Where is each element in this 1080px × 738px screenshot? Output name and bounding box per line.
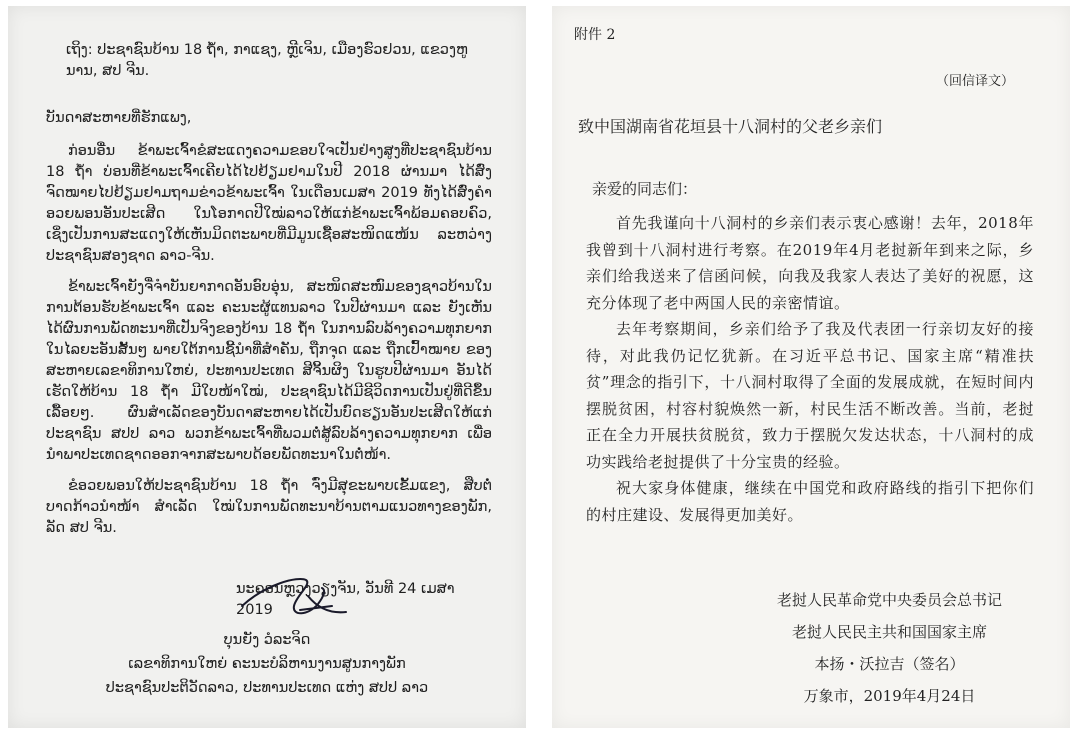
- signer-name: ບຸນຍັງ ວໍລະຈິດ: [223, 632, 311, 648]
- signer-title-2: ປະຊາຊົນປະຕິວັດລາວ, ປະທານປະເທດ ແຫ່ງ ສປປ ລາວ: [105, 680, 429, 696]
- letter-title: 致中国湖南省花垣县十八洞村的父老乡亲们: [578, 117, 883, 136]
- letter-paragraph-2: 去年考察期间，乡亲们给予了我及代表团一行亲切友好的接待，对此我仍记忆犹新。在习近平总书记、国家主席“精准扶贫”理念的指引下，十八洞村取得了全面的发展成就，在短时间内摆脱贫困，村容村貌焕然一新，村民生活不断改善。当前，老挝正在全力开展扶贫脱贫，致力于摆脱欠发达状态，十八洞村的成功实践给老挝提供了十分宝贵的经验。: [586, 320, 1034, 471]
- sign-date: 万象市，2019年4月24日: [803, 687, 976, 705]
- letter-address: ເຖິງ: ປະຊາຊົນບ້ານ 18 ຖໍ້າ, ກາແຊງ, ຫຼີເຈິນ, ເມືອງຮົວຢວນ, ແຂວງຫູນານ, ສປ ຈີນ.: [66, 42, 468, 79]
- signer-lines: [8, 628, 526, 700]
- letter-paragraph-1: 首先我谨向十八洞村的乡亲们表示衷心感谢！去年，2018年我曾到十八洞村进行考察。在2019年4月老挝新年到来之际，乡亲们给我送来了信函问候，向我及我家人表达了美好的祝愿，这充分体现了老中两国人民的亲密情谊。: [586, 214, 1034, 312]
- chinese-translation-page: [552, 6, 1070, 728]
- signature-block: [777, 584, 1002, 712]
- sign-name: 本扬・沃拉吉（签名）: [814, 655, 965, 673]
- letter-date-line: ນະຄອນຫຼວງວຽງຈັນ, ວັນທີ 24 ເມສາ 2019: [236, 581, 455, 618]
- letter-paragraph-3: ຂໍອວຍພອນໃຫ້ປະຊາຊົນບ້ານ 18 ຖໍ້າ ຈົ່ງມີສຸຂະພາບເຂັ້ມແຂງ, ສືບຕໍ່ບາດກ້າວນຳໜ້າ ສຳເລັດ ໃໝ່ໃນການພັດທະນາບ້ານຕາມແນວທາງຂອງພັກ, ລັດ ສປ ຈີນ.: [46, 478, 492, 536]
- signer-title-1: ເລຂາທິການໃຫຍ່ ຄະນະບໍລິຫານງານສູນກາງພັກ: [128, 656, 406, 672]
- letter-paragraph-2: ຂ້າພະເຈົ້າຍັງຈື່ຈຳບັນຍາກາດອັນອົບອຸ່ນ, ສະໜິດສະໜົມຂອງຊາວບ້ານໃນການຕ້ອນຮັບຂ້າພະເຈົ້າ ແລະ ຄະນະຜູ້ແທນລາວ ໃນປີຜ່ານມາ ແລະ ຍັງເຫັນໄດ້ຜົນການພັດທະນາທີ່ເປັນຈິງຂອງບ້ານ 18 ຖໍ້າ ໃນການລົບລ້າງຄວາມທຸກຍາກໃນໄລຍະອັນສັ້ນໆ ພາຍໃຕ້ການຊີ້ນຳທີ່ສຳຄັນ, ຖືກຈຸດ ແລະ ຖືກເປົ້າໝາຍ ຂອງ ສະຫາຍເລຂາທິການໃຫຍ່, ປະທານປະເທດ ສີຈິ້ນຜິງ ໃນຮູບປີຜ່ານມາ ອັນໄດ້ເຮັດໃຫ້ບ້ານ 18 ຖໍ້າ ມີໃບໜ້າໃໝ່, ປະຊາຊົນໄດ້ມີຊີວິດການເປັນຢູ່ທີ່ດີຂຶ້ນເລື້ອຍໆ. ຜົນສຳເລັດຂອງບັນດາສະຫາຍໄດ້ເປັນບົດຮຽນອັນປະເສີດໃຫ້ແກ່ປະຊາຊົນ ສປປ ລາວ ພວກຂ້າພະເຈົ້າທີ່ພວມຕໍ່ສູ້ລົບລ້າງຄວາມທຸກຍາກ ເພື່ອນຳພາປະເທດຊາດອອກຈາກສະພາບດ້ອຍພັດທະນາໃນຕໍ່ໜ້າ.: [46, 279, 492, 463]
- translation-tag: （回信译文）: [935, 74, 1014, 89]
- letter-greeting: 亲爱的同志们：: [592, 180, 698, 198]
- lao-letter-page: [8, 6, 526, 728]
- sign-title-2: 老挝人民民主共和国国家主席: [791, 623, 987, 641]
- letter-paragraph-1: ກ່ອນອື່ນ ຂ້າພະເຈົ້າຂໍສະແດງຄວາມຂອບໃຈເປັນຢ່າງສູງທີ່ປະຊາຊົນບ້ານ 18 ຖໍ້າ ບ່ອນທີ່ຂ້າພະເຈົ້າເຄີຍໄດ້ໄປຢ້ຽມຢາມໃນປີ 2018 ຜ່ານມາ ໄດ້ສົ່ງຈົດໝາຍໄປຢ້ຽມຢາມຖາມຂ່າວຂ້າພະເຈົ້າ ໃນເດືອນເມສາ 2019 ທັງໄດ້ສົ່ງຄຳອວຍພອນອັນປະເສີດ ໃນໂອກາດປີໃໝ່ລາວໃຫ້ແກ່ຂ້າພະເຈົ້າພ້ອມຄອບຄົວ, ເຊິ່ງເປັນການສະແດງໃຫ້ເຫັນມິດຕະພາບທີ່ມີມູນເຊື້ອສະໜິດແໜ້ນ ລະຫວ່າງ ປະຊາຊົນສອງຊາດ ລາວ-ຈີນ.: [46, 143, 492, 264]
- handwritten-signature: [236, 566, 356, 626]
- letter-body: [586, 210, 1034, 528]
- letter-greeting: ບັນດາສະຫາຍທີ່ຮັກແພງ,: [46, 110, 192, 126]
- letter-paragraph-3: 祝大家身体健康，继续在中国党和政府路线的指引下把你们的村庄建设、发展得更加美好。: [586, 479, 1034, 524]
- attachment-label: 附件 2: [574, 27, 616, 43]
- sign-title-1: 老挝人民革命党中央委员会总书记: [776, 591, 1002, 609]
